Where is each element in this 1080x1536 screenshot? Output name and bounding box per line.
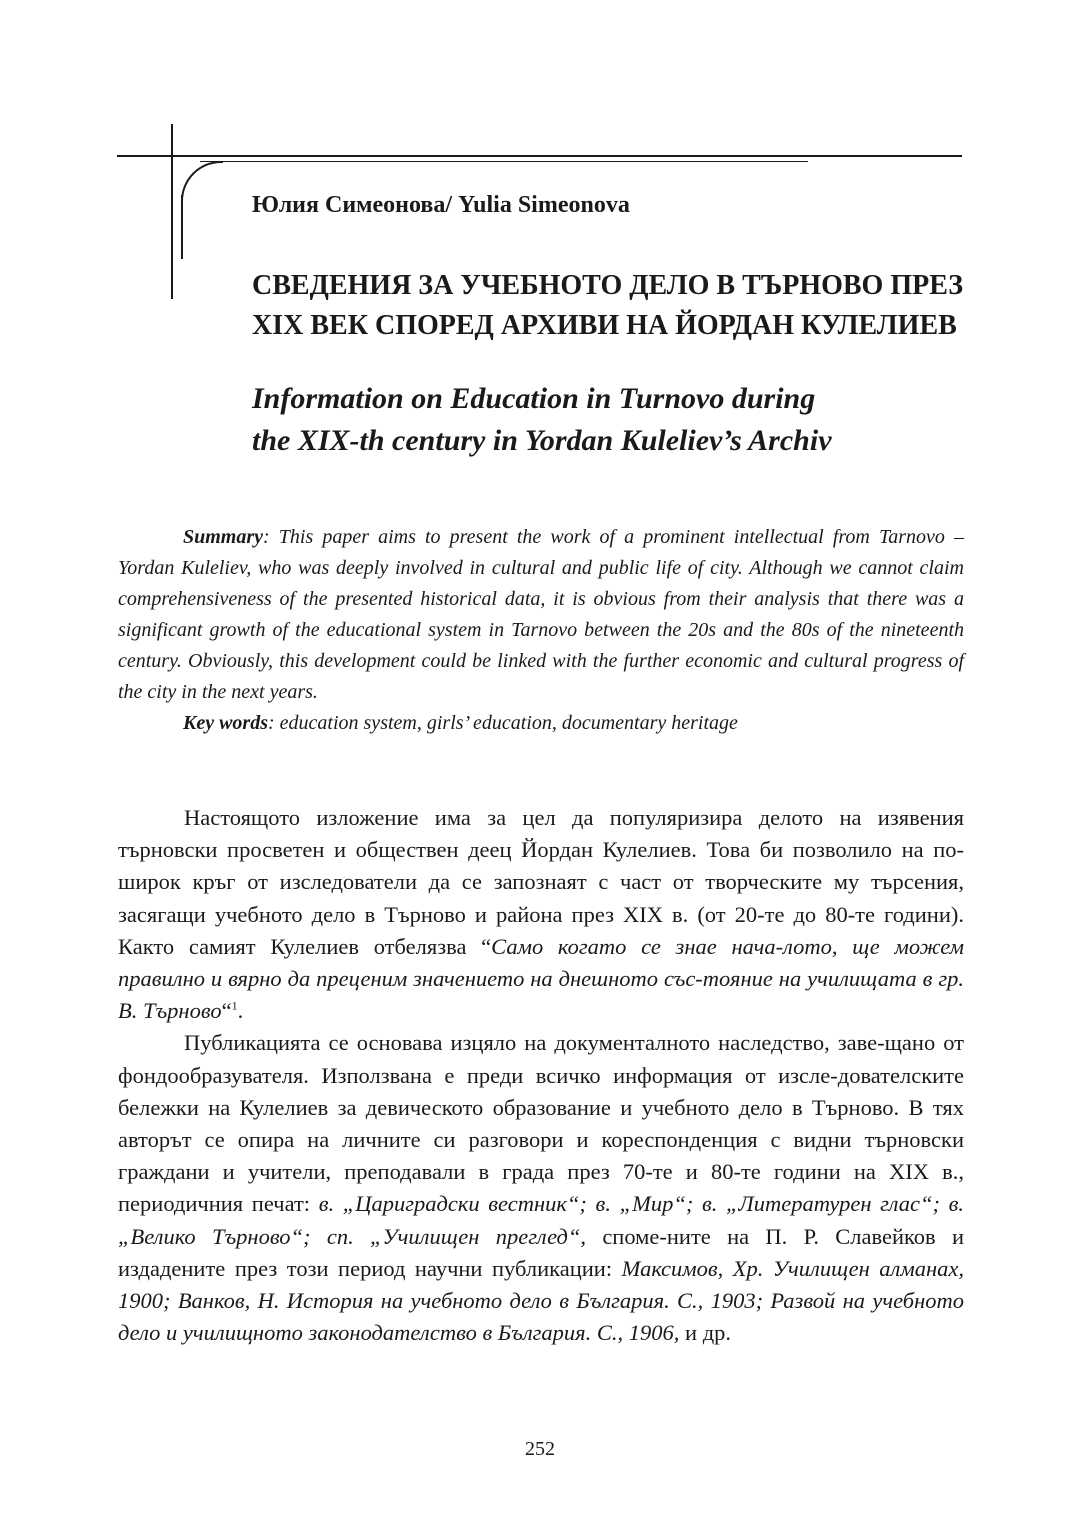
- para1-end: .: [237, 998, 244, 1024]
- para2-end: и др.: [679, 1320, 732, 1346]
- header-rule-corner: [181, 161, 223, 203]
- title-english-line-1: Information on Education in Turnovo during: [252, 382, 816, 415]
- para2-text: Публикацията се основава изцяло на документалното наследство, заве-щано от фондообразувателя. Използвана е преди всичко информация от изсле-дователските бележки на Кулелиев за девическото образование и учебното дело в Търново. В тях авторът се опира на личните си разговори и кореспонденция с видни търновски граждани и учители, преподавали в града през 70-те и 80-те години на XIX в., периодичния печат:: [118, 1030, 964, 1217]
- body-paragraph-1: [118, 802, 964, 1027]
- title-bulgarian-line-2: XIX ВЕК СПОРЕД АРХИВИ НА ЙОРДАН КУЛЕЛИЕВ: [252, 310, 957, 341]
- summary-block: [118, 522, 964, 739]
- header-rule-vertical-inner: [181, 195, 183, 259]
- summary-text: : This paper aims to present the work of a prominent intellectual from Tarnovo – Yordan Kuleliev, who was deeply involved in cultural and public life of city. Although we cannot claim comprehensiveness of the presented historical data, it is obvious from their analysis that there was a significant growth of the educational system in Tarnovo between the 20s and the 80s of the nineteenth century. Obviously, this development could be linked with the further economic and cultural progress of the city in the next years.: [118, 526, 964, 703]
- keywords-paragraph: [118, 708, 964, 739]
- para2-publications: Максимов, Хр. Училищен алманах, 1900; Ванков, Н. История на учебното дело в България. С., 1903; Развой на учебното дело и училищното законодателство в България. С., 1906,: [118, 1255, 964, 1346]
- header-rule-inner: [200, 161, 808, 162]
- title-bulgarian: [252, 266, 964, 346]
- keywords-label: Key words: [183, 712, 268, 734]
- para2-periodicals: в. „Цариградски вестник“; в. „Мир“; в. „Литературен глас“; в. „Велико Търново“; сп. „Училищен преглед“,: [118, 1191, 964, 1249]
- footnote-ref-1[interactable]: 1: [231, 998, 238, 1013]
- body-paragraph-2: [118, 1027, 964, 1349]
- keywords-text: : education system, girls’ education, documentary heritage: [268, 712, 738, 734]
- author-name: Юлия Симеонова/ Yulia Simeonova: [252, 192, 630, 218]
- article-body: [118, 802, 964, 1349]
- summary-paragraph: [118, 522, 964, 708]
- title-english-line-2: the XIX-th century in Yordan Kuleliev’s Archiv: [252, 424, 832, 457]
- para1-quote: Само когато се знае нача-лото, ще можем правилно и вярно да преценим значението на днешното със-тояние на училищата в гр. В. Търново: [118, 933, 965, 1024]
- page-number: 252: [525, 1438, 555, 1460]
- para1-text: Настоящото изложение има за цел да популяризира делото на изявения търновски просветен и обществен деец Йордан Кулелиев. Това би позволило на по-широк кръг от изследователи да се запознаят с част от творческите му търсения, засягащи учебното дело в Търново и района през XIX в. (от 20-те до 80-те години). Както самият Кулелиев отбелязва “: [118, 805, 964, 959]
- para1-close: “: [221, 998, 232, 1024]
- title-bulgarian-line-1: СВЕДЕНИЯ ЗА УЧЕБНОТО ДЕЛО В ТЪРНОВО ПРЕЗ: [252, 270, 964, 301]
- header-rule-vertical: [171, 124, 173, 299]
- summary-label: Summary: [183, 526, 264, 548]
- header-rule-long: [117, 155, 962, 157]
- title-english: [252, 378, 952, 462]
- para2-middle: споме-ните на П. Р. Славейков и издадените през този период научни публикации:: [118, 1223, 965, 1281]
